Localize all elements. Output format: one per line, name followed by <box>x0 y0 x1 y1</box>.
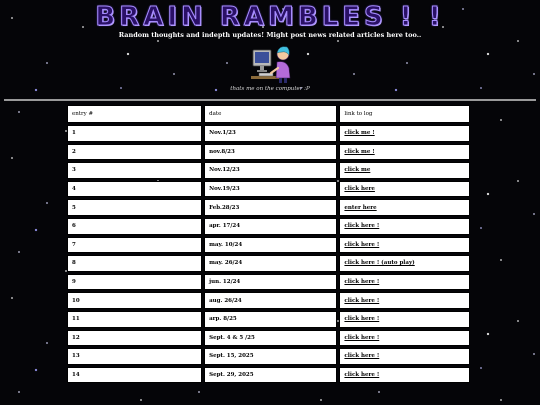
entry-number: 4 <box>67 181 202 198</box>
entry-date: Feb.28/23 <box>204 199 337 216</box>
table-header-row <box>67 105 470 123</box>
table-row <box>67 218 470 235</box>
log-link-cell <box>339 367 470 384</box>
log-link[interactable]: click here ! <box>344 372 380 379</box>
log-link[interactable]: click me <box>344 167 371 174</box>
header-divider <box>4 99 536 101</box>
person-at-computer-icon <box>249 42 295 84</box>
log-link[interactable]: click here ! <box>344 241 380 248</box>
log-table <box>65 103 472 385</box>
log-link[interactable]: click here ! <box>344 353 380 360</box>
entry-number: 13 <box>67 348 202 365</box>
tagline: Random thoughts and indepth updates! Might post news related articles here too.. <box>118 31 422 39</box>
log-link-cell <box>339 237 470 254</box>
table-row <box>67 348 470 365</box>
log-link-cell <box>339 255 470 272</box>
log-link[interactable]: click me ! <box>344 130 375 137</box>
entry-date: aug. 26/24 <box>204 292 337 309</box>
site-header <box>0 0 540 100</box>
entry-date: Nov.19/23 <box>204 181 337 198</box>
log-link-cell <box>339 162 470 179</box>
log-link[interactable]: click here ! (auto play) <box>344 260 415 267</box>
log-link-cell <box>339 330 470 347</box>
table-row <box>67 237 470 254</box>
log-link-cell <box>339 125 470 142</box>
table-row <box>67 255 470 272</box>
entry-number: 11 <box>67 311 202 328</box>
entry-date: jun. 12/24 <box>204 274 337 291</box>
table-row <box>67 330 470 347</box>
log-link-cell <box>339 199 470 216</box>
illustration-caption: thats me on the computer :P <box>230 86 310 92</box>
entry-number: 6 <box>67 218 202 235</box>
entry-number: 5 <box>67 199 202 216</box>
entry-number: 3 <box>67 162 202 179</box>
entry-date: may. 26/24 <box>204 255 337 272</box>
entry-date: arp. 8/25 <box>204 311 337 328</box>
entry-number: 7 <box>67 237 202 254</box>
table-row <box>67 125 470 142</box>
table-row <box>67 367 470 384</box>
table-row <box>67 311 470 328</box>
log-link[interactable]: click here ! <box>344 223 380 230</box>
table-row <box>67 274 470 291</box>
table-row <box>67 292 470 309</box>
entry-number: 9 <box>67 274 202 291</box>
log-link[interactable]: click here ! <box>344 334 380 341</box>
log-link[interactable]: enter here <box>344 204 377 211</box>
table-row <box>67 199 470 216</box>
table-row <box>67 144 470 161</box>
table-row <box>67 181 470 198</box>
table-row <box>67 162 470 179</box>
entry-number: 2 <box>67 144 202 161</box>
entry-number: 8 <box>67 255 202 272</box>
entry-date: Sept. 29, 2025 <box>204 367 337 384</box>
entry-date: Sept. 15, 2025 <box>204 348 337 365</box>
entry-date: Nov.1/23 <box>204 125 337 142</box>
log-link[interactable]: click me ! <box>344 148 375 155</box>
column-header-entry: entry # <box>67 105 202 123</box>
log-link-cell <box>339 274 470 291</box>
entry-number: 10 <box>67 292 202 309</box>
entry-date: Sept. 4 & 5 /25 <box>204 330 337 347</box>
entry-number: 14 <box>67 367 202 384</box>
entry-date: apr. 17/24 <box>204 218 337 235</box>
log-link[interactable]: click here <box>344 186 375 193</box>
column-header-link: link to log <box>339 105 470 123</box>
entry-date: Nov.12/23 <box>204 162 337 179</box>
log-link-cell <box>339 311 470 328</box>
entry-date: may. 10/24 <box>204 237 337 254</box>
column-header-date: date <box>204 105 337 123</box>
site-title: BRAIN RAMBLES ! ! <box>95 2 445 32</box>
log-link[interactable]: click here ! <box>344 316 380 323</box>
log-link-cell <box>339 218 470 235</box>
log-link-cell <box>339 292 470 309</box>
log-link[interactable]: click here ! <box>344 279 380 286</box>
entry-number: 12 <box>67 330 202 347</box>
log-link[interactable]: click here ! <box>344 297 380 304</box>
entry-number: 1 <box>67 125 202 142</box>
log-link-cell <box>339 348 470 365</box>
entry-date: nov.8/23 <box>204 144 337 161</box>
log-link-cell <box>339 181 470 198</box>
log-link-cell <box>339 144 470 161</box>
